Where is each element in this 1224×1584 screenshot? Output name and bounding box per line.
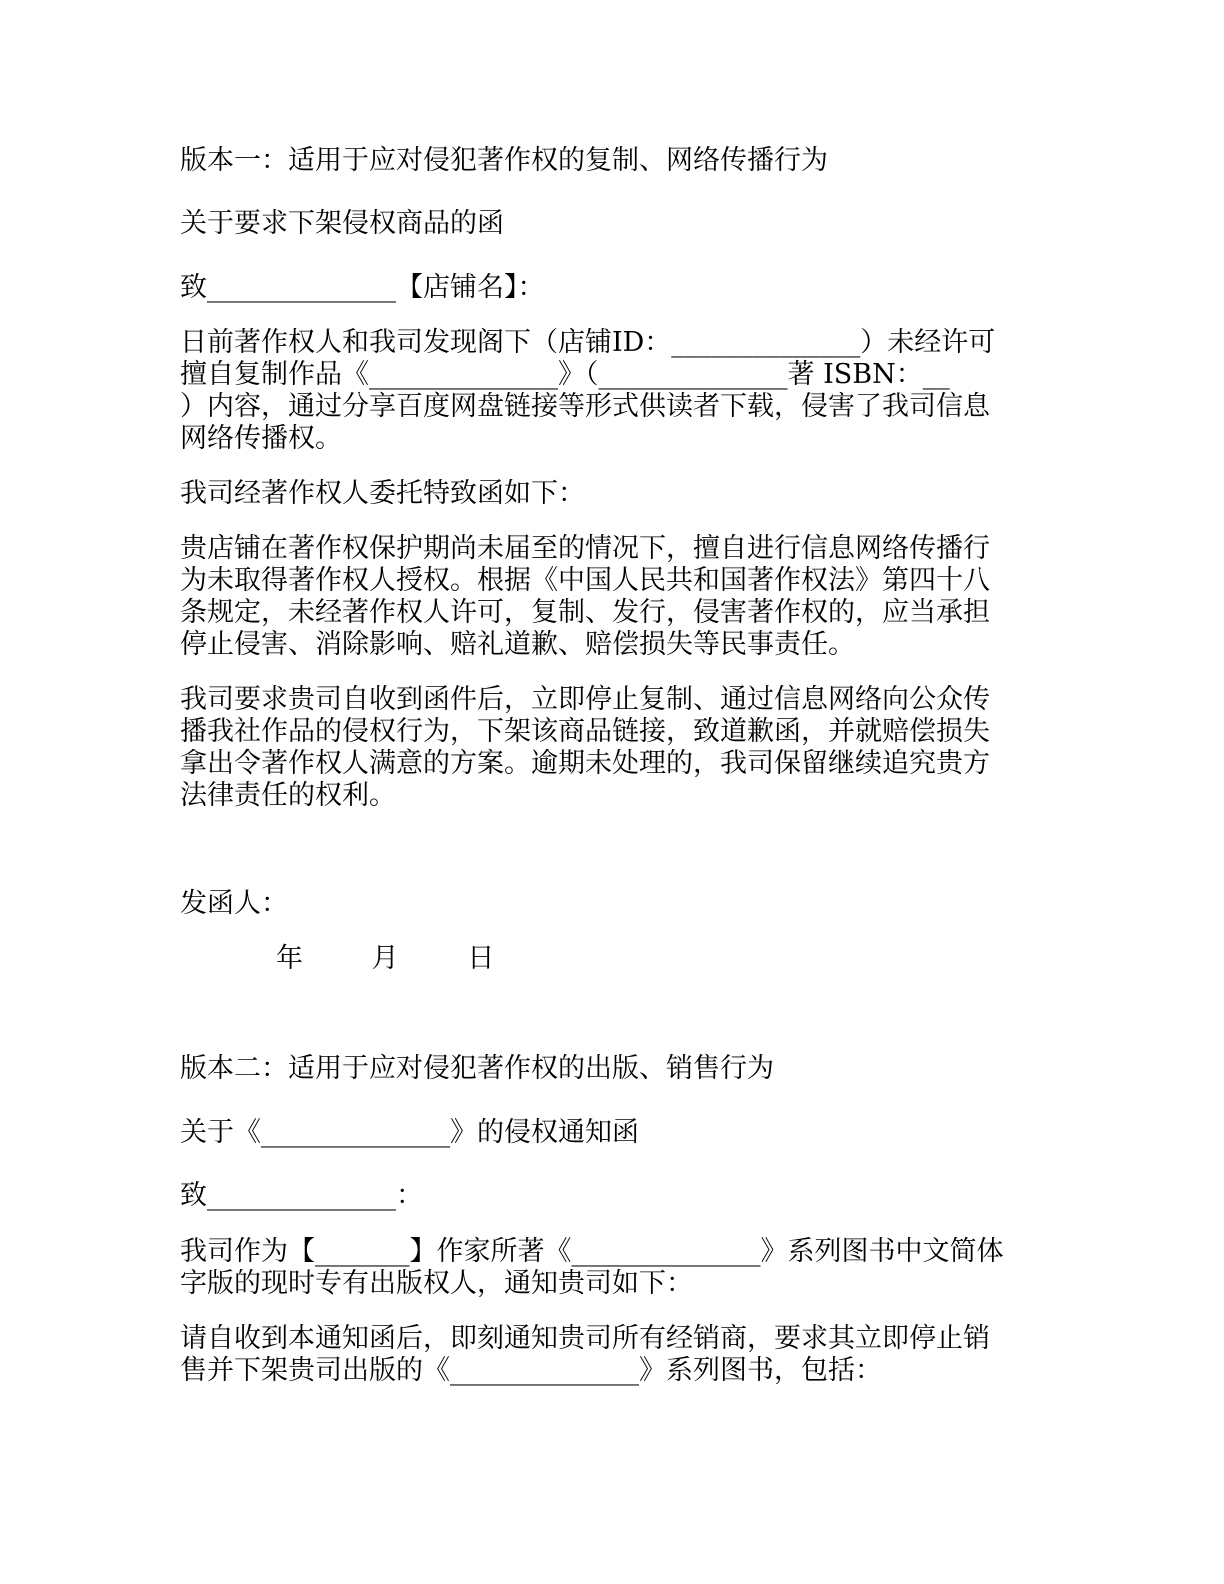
- version1-para1-line: 擅自复制作品《______________》（______________著 ISBN：__: [180, 359, 950, 390]
- version1-para4-line: 拿出令著作权人满意的方案。逾期未处理的，我司保留继续追究贵方: [180, 748, 990, 779]
- version1-para3-line: 停止侵害、消除影响、赔礼道歉、赔偿损失等民事责任。: [180, 629, 855, 660]
- version2-para1-line: 字版的现时专有出版权人，通知贵司如下：: [180, 1268, 693, 1299]
- version1-para1-line: 日前著作权人和我司发现阁下（店铺ID：______________）未经许可: [180, 327, 996, 358]
- version2-para1-line: 我司作为【_______】作家所著《______________》系列图书中文简体: [180, 1236, 1004, 1267]
- version1-salutation: 致______________【店铺名】：: [180, 272, 545, 303]
- version2-salutation: 致______________：: [180, 1180, 423, 1211]
- version1-para3-line: 条规定，未经著作权人许可，复制、发行，侵害著作权的，应当承担: [180, 597, 990, 628]
- version2-para2-line: 请自收到本通知函后，即刻通知贵司所有经销商，要求其立即停止销: [180, 1323, 990, 1354]
- version1-para1-line: ）内容，通过分享百度网盘链接等形式供读者下载，侵害了我司信息: [180, 391, 990, 422]
- version2-title: 关于《______________》的侵权通知函: [180, 1117, 639, 1148]
- version1-para1-line: 网络传播权。: [180, 423, 342, 454]
- version1-para4-line: 法律责任的权利。: [180, 780, 396, 811]
- version2-heading: 版本二：适用于应对侵犯著作权的出版、销售行为: [180, 1053, 774, 1084]
- version1-para3-line: 贵店铺在著作权保护期尚未届至的情况下，擅自进行信息网络传播行: [180, 533, 990, 564]
- version1-heading: 版本一：适用于应对侵犯著作权的复制、网络传播行为: [180, 145, 828, 176]
- version1-para4-line: 我司要求贵司自收到函件后，立即停止复制、通过信息网络向公众传: [180, 684, 990, 715]
- version1-date: 年 月 日: [276, 943, 495, 974]
- version2-para2-line: 售并下架贵司出版的《______________》系列图书，包括：: [180, 1355, 882, 1386]
- version1-sender: 发函人：: [180, 888, 288, 919]
- version1-para3-line: 为未取得著作权人授权。根据《中国人民共和国著作权法》第四十八: [180, 565, 990, 596]
- version1-title: 关于要求下架侵权商品的函: [180, 208, 504, 239]
- version1-para2: 我司经著作权人委托特致函如下：: [180, 478, 585, 509]
- version1-para4-line: 播我社作品的侵权行为，下架该商品链接，致道歉函，并就赔偿损失: [180, 716, 990, 747]
